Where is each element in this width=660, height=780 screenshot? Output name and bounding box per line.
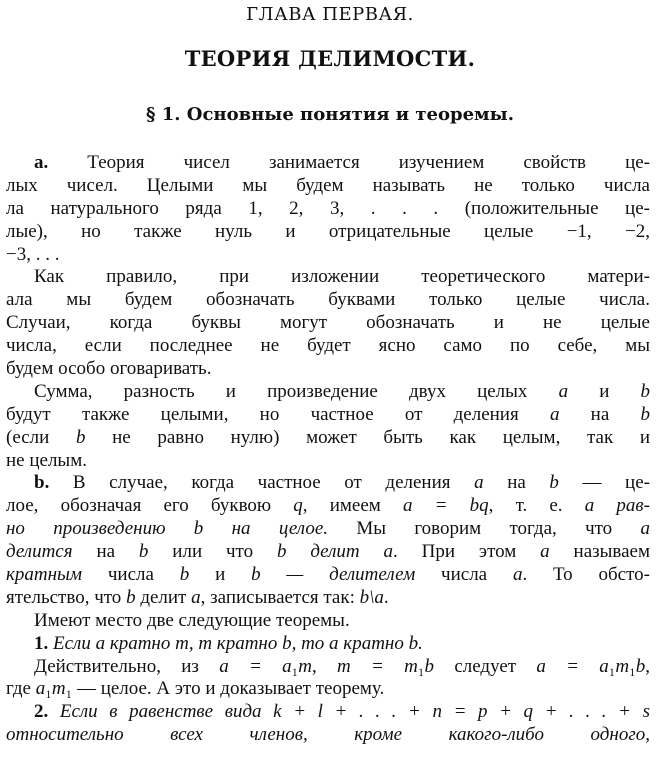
- text-run: лые), но также нуль и отрицательные целые −1, −2,: [6, 220, 650, 242]
- text-run: b: [138, 541, 149, 563]
- text-line: [6, 518, 650, 541]
- text-run: делит: [135, 586, 192, 608]
- text-run: — целое. А это и доказывает теорему.: [72, 678, 385, 700]
- text-line: [6, 495, 650, 518]
- text-run: a: [549, 403, 560, 425]
- text-run: b.: [34, 472, 50, 494]
- text-line: [6, 610, 650, 633]
- section-heading: § 1. Основные понятия и теоремы.: [146, 104, 514, 125]
- text-line: [6, 678, 650, 701]
- text-run: b\a: [359, 586, 384, 608]
- text-run: лое, обозначая его буквою: [6, 495, 294, 517]
- text-run: m = m: [337, 655, 418, 677]
- text-line: [6, 175, 650, 198]
- text-run: Как правило, при изложении теоретического матери-: [34, 266, 650, 288]
- text-run: Мы говорим тогда, что: [328, 518, 641, 540]
- text-run: k + l + . . . + n = p + q + . . . + s: [273, 701, 650, 723]
- text-line: [6, 381, 650, 404]
- text-run: ала мы будем обозначать буквами только целые числа.: [6, 289, 650, 311]
- text-run: ₁: [65, 678, 73, 700]
- text-run: не целым.: [6, 449, 87, 471]
- text-run: , записывается так:: [200, 586, 360, 608]
- text-run: числа, если последнее не будет ясно само по себе, мы: [6, 335, 650, 357]
- text-run: b: [640, 380, 650, 402]
- text-run: (если: [6, 426, 76, 448]
- text-run: или что: [148, 541, 277, 563]
- text-run: ,: [645, 655, 651, 677]
- text-line: [6, 541, 650, 564]
- text-run: a: [540, 541, 550, 563]
- text-run: но произведению b на целое.: [6, 518, 329, 540]
- text-line: [6, 472, 650, 495]
- text-run: ₁: [45, 678, 52, 700]
- text-run: 2.: [34, 701, 49, 723]
- text-run: Если в равенстве вида: [48, 701, 274, 723]
- text-run: числа: [82, 564, 180, 586]
- text-run: называем: [549, 541, 651, 563]
- text-line: [6, 244, 650, 267]
- text-run: b: [640, 403, 650, 425]
- text-run: b: [126, 586, 136, 608]
- text-run: a = a: [219, 655, 292, 677]
- text-run: b — делителем: [251, 564, 416, 586]
- text-run: следует: [434, 655, 537, 677]
- text-run: относительно всех членов, кроме какого-либо одного,: [6, 724, 650, 746]
- text-run: не равно нулю) может быть как целым, так и: [85, 426, 650, 448]
- text-run: .: [383, 586, 389, 608]
- text-run: на: [483, 472, 550, 494]
- body-text: [6, 152, 650, 747]
- text-run: m: [615, 655, 630, 677]
- text-run: a: [558, 380, 569, 402]
- text-run: m: [298, 655, 312, 677]
- text-run: числа: [415, 564, 513, 586]
- text-run: 1.: [34, 632, 49, 654]
- text-run: будут также целыми, но частное от деления: [6, 403, 550, 425]
- text-run: a рав-: [584, 495, 650, 517]
- text-line: [6, 335, 650, 358]
- text-run: a.: [34, 152, 49, 173]
- text-run: . При этом: [393, 541, 541, 563]
- text-run: — це-: [558, 472, 650, 494]
- text-run: Если a кратно m, m кратно b, то a кратно b.: [48, 632, 423, 654]
- text-run: лых чисел. Целыми мы будем называть не только числа: [6, 174, 650, 196]
- text-run: ла натурального ряда 1, 2, 3, . . . (положительные це-: [6, 197, 650, 219]
- text-run: , имеем: [302, 495, 403, 517]
- text-run: В случае, когда частное от деления: [49, 472, 475, 494]
- text-run: где: [6, 678, 36, 700]
- text-run: b: [549, 472, 559, 494]
- text-run: ₁: [629, 655, 636, 677]
- text-run: ятельство, что: [6, 586, 127, 608]
- text-line: [6, 450, 650, 473]
- text-run: q: [293, 495, 303, 517]
- text-line: [6, 404, 650, 427]
- text-run: b делит a: [276, 541, 394, 563]
- text-run: a: [474, 472, 484, 494]
- text-run: a: [640, 518, 651, 540]
- text-run: и: [189, 564, 252, 586]
- text-run: b: [179, 564, 190, 586]
- text-run: кратным: [6, 564, 83, 586]
- text-line: [6, 427, 650, 450]
- text-line: [6, 152, 650, 175]
- text-line: [6, 198, 650, 221]
- text-line: [6, 724, 650, 747]
- text-run: a = bq: [402, 495, 489, 517]
- text-run: −3, . . .: [6, 243, 60, 265]
- text-run: на: [72, 541, 139, 563]
- text-run: a: [191, 586, 201, 608]
- text-run: ₁: [608, 655, 616, 677]
- text-line: [6, 633, 650, 656]
- text-run: Сумма, разность и произведение двух целых: [34, 380, 559, 402]
- text-run: m: [51, 678, 66, 700]
- text-run: a: [512, 564, 523, 586]
- text-line: [6, 358, 650, 381]
- text-line: [6, 564, 650, 587]
- text-line: [6, 656, 650, 679]
- text-run: b: [424, 655, 435, 677]
- text-run: Имеют место две следующие теоремы.: [34, 609, 350, 631]
- text-run: Теория чисел занимается изучением свойств це-: [48, 152, 650, 173]
- text-run: на: [559, 403, 641, 425]
- text-run: Случаи, когда буквы могут обозначать и не целые: [6, 312, 650, 334]
- text-run: , т. е.: [488, 495, 585, 517]
- chapter-title: ТЕОРИЯ ДЕЛИМОСТИ.: [184, 46, 476, 71]
- text-run: делится: [6, 541, 73, 563]
- text-line: [6, 701, 650, 724]
- text-run: a: [35, 678, 46, 700]
- text-line: [6, 312, 650, 335]
- text-run: и: [568, 380, 641, 402]
- text-line: [6, 266, 650, 289]
- text-run: ,: [312, 655, 338, 677]
- text-run: ₁: [417, 655, 425, 677]
- text-run: a = a: [536, 655, 609, 677]
- text-run: Действительно, из: [34, 655, 220, 677]
- text-run: . То обсто-: [522, 564, 650, 586]
- text-line: [6, 221, 650, 244]
- text-run: b: [75, 426, 86, 448]
- text-line: [6, 289, 650, 312]
- text-run: будем особо оговаривать.: [6, 358, 212, 380]
- chapter-heading: ГЛАВА ПЕРВАЯ.: [246, 4, 414, 25]
- text-run: b: [635, 655, 646, 677]
- text-run: ₁: [291, 655, 299, 677]
- text-line: [6, 587, 650, 610]
